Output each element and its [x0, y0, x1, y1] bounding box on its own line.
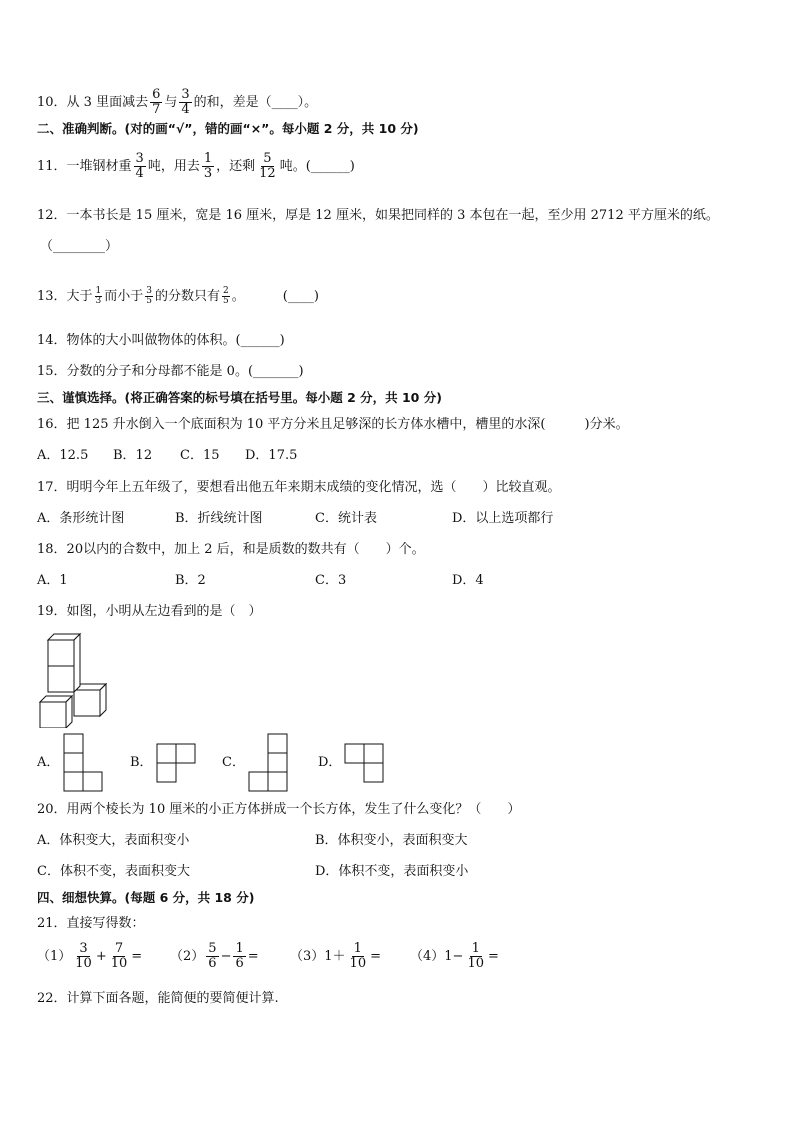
option-a: A．条形统计图 — [37, 511, 125, 526]
option-d: D．以上选项都行 — [452, 511, 554, 526]
option-c: C． — [222, 755, 245, 770]
question-14: 14．物体的大小叫做物体的体积。(______) — [37, 333, 285, 348]
option-d: D． — [318, 755, 342, 770]
option-c: C．统计表 — [315, 511, 377, 526]
answer-blank: (____) — [282, 289, 319, 304]
answer-blank: （________） — [40, 239, 119, 254]
question-22: 22．计算下面各题，能简便的要简便计算. — [37, 991, 279, 1006]
option-b: B．折线统计图 — [175, 511, 263, 526]
question-11: 11．一堆钢材重 $\frac{3}{4}$ 吨，用去 $\frac{1}{3}$ ，还剩 $\frac{5}{12}$ 吨。(______) — [37, 151, 355, 181]
section-2-heading: 二、准确判断。(对的画“√”，错的画“×”。每小题 2 分，共 10 分) — [37, 121, 419, 136]
question-10: 10．从 3 里面减去 $\frac{6}{7}$ 与 $\frac{3}{4}$ 的和，差是（____）。 — [37, 87, 318, 117]
option-c: C．15 — [180, 448, 220, 463]
option-b: B． — [130, 755, 153, 770]
section-4-heading: 四、细想快算。(每题 6 分，共 18 分) — [37, 890, 255, 905]
problem-1: （1） $\frac{3}{10}$ + $\frac{7}{10}$ = — [37, 941, 143, 971]
question-13: 13．大于 $\frac{1}{3}$ 而小于 $\frac{3}{5}$ 的分数只有 $\frac{2}{5}$ 。 (____) — [37, 286, 319, 306]
option-b: B．体积变小，表面积变大 — [315, 833, 468, 848]
question-20: 20．用两个棱长为 10 厘米的小正方体拼成一个长方体，发生了什么变化？（ ） — [37, 802, 521, 817]
option-a: A．1 — [37, 573, 68, 588]
option-b: B．12 — [113, 448, 153, 463]
option-c-figure — [248, 733, 290, 793]
problem-2: （2） $\frac{5}{6}$ − $\frac{1}{6}$ = — [170, 941, 259, 971]
question-21: 21．直接写得数： — [37, 916, 145, 931]
section-3-heading: 三、谨慎选择。(将正确答案的标号填在括号里。每小题 2 分，共 10 分) — [37, 390, 442, 405]
option-a: A．体积变大，表面积变小 — [37, 833, 190, 848]
question-15: 15．分数的分子和分母都不能是 0。(_______) — [37, 364, 304, 379]
fraction: $\frac{3}{4}$ — [181, 87, 190, 117]
problem-4: （4）1− $\frac{1}{10}$ = — [410, 941, 499, 971]
option-a: A． — [37, 755, 60, 770]
question-12: 12．一本书长是 15 厘米，宽是 16 厘米，厚是 12 厘米，如果把同样的 3 本包在一起，至少用 2712 平方厘米的纸。 — [37, 208, 719, 223]
question-18: 18．20以内的合数中，加上 2 后，和是质数的数共有（ ）个。 — [37, 542, 425, 557]
question-19: 19．如图，小明从左边看到的是（ ） — [37, 604, 262, 619]
option-d: D．4 — [452, 573, 484, 588]
cube-stack-figure — [38, 632, 110, 728]
fraction: $\frac{6}{7}$ — [152, 87, 161, 117]
question-16: 16．把 125 升水倒入一个底面积为 10 平方分米且足够深的长方体水槽中，槽里的水深( )分米。 — [37, 417, 629, 432]
option-b-figure — [156, 743, 198, 785]
option-a-figure — [63, 733, 105, 793]
option-c: C．3 — [315, 573, 347, 588]
problem-3: （3）1＋ $\frac{1}{10}$ = — [290, 941, 381, 971]
option-c: C．体积不变，表面积变大 — [37, 864, 190, 879]
option-b: B．2 — [175, 573, 206, 588]
option-d: D．17.5 — [245, 448, 298, 463]
option-d: D．体积不变，表面积变小 — [315, 864, 469, 879]
option-d-figure — [344, 743, 386, 785]
option-a: A．12.5 — [37, 448, 89, 463]
question-17: 17．明明今年上五年级了，要想看出他五年来期末成绩的变化情况，选（ ）比较直观。 — [37, 480, 561, 495]
